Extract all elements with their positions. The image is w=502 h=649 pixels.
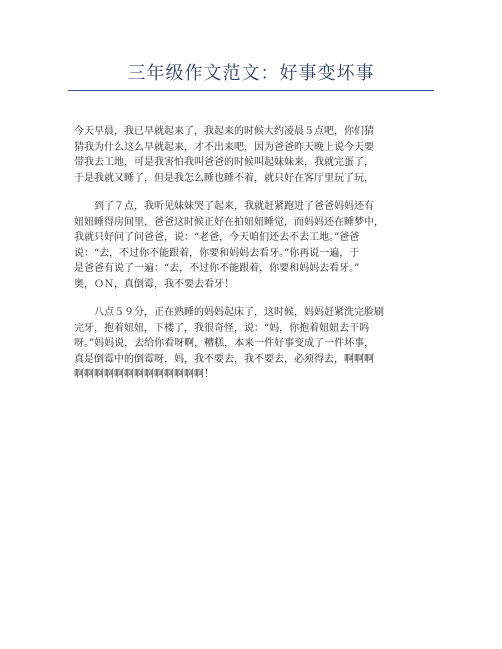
text-line: 呀。”妈妈说，去给你看呀啊，糟糕，本来一件好事变成了一件坏事， [74,338,375,349]
title-divider [68,90,434,91]
text-line: 说：“去，不过你不能跟着，你要和妈妈去看牙。”你再说一遍，于 [74,247,360,259]
text-line: 于是我就又睡了，但是我怎么睡也睡不着，就只好在客厅里玩了玩， [74,172,374,184]
text-line: 八点５９分，正在熟睡的妈妈起床了，这时候，妈妈赶紧洗完脸刷 [74,307,384,318]
page-title: 三年级作文范文：好事变坏事 [127,63,375,84]
paragraph-3 [74,305,434,383]
text-line: 奥，ＯＮ，真倒霉，我不要去看牙！ [74,278,234,290]
paragraph-1 [74,124,434,186]
text-line: 今天早晨，我已早就起来了，我起来的时候大约凌晨５点吧，你们猜 [74,126,374,137]
text-line: 是爸爸有说了一遍：“去，不过你不能跟着，你要和妈妈去看牙。” [74,263,360,274]
paragraph-2 [74,199,434,292]
text-line: 啊啊啊啊啊啊啊啊啊啊啊啊啊！ [74,369,214,380]
text-line: 猜我为什么这么早就起来，才不出来吧，因为爸爸昨天晚上说今天要 [74,141,374,153]
text-line: 真是倒霉中的倒霉呀，妈，我不要去，我不要去，必须得去，啊啊啊 [74,353,374,365]
text-line: 到了７点，我听见妹妹哭了起来，我就赶紧跑进了爸爸妈妈还有 [74,201,374,212]
text-line: 完牙，抱着妞妞，下楼了，我很奇怪，说：“妈，你抱着妞妞去干吗 [74,322,370,334]
essay-body [74,124,434,396]
text-line: 我就只好问了问爸爸，说：“老爸，今天咱们还去不去工地。”爸爸 [74,232,360,243]
text-line: 妞妞睡得房间里，爸爸这时候正好在拍妞妞睡觉，而妈妈还在睡梦中， [74,216,384,228]
text-line: 带我去工地，可是我害怕我叫爸爸的时候叫起妹妹来，我就完蛋了， [74,157,374,168]
